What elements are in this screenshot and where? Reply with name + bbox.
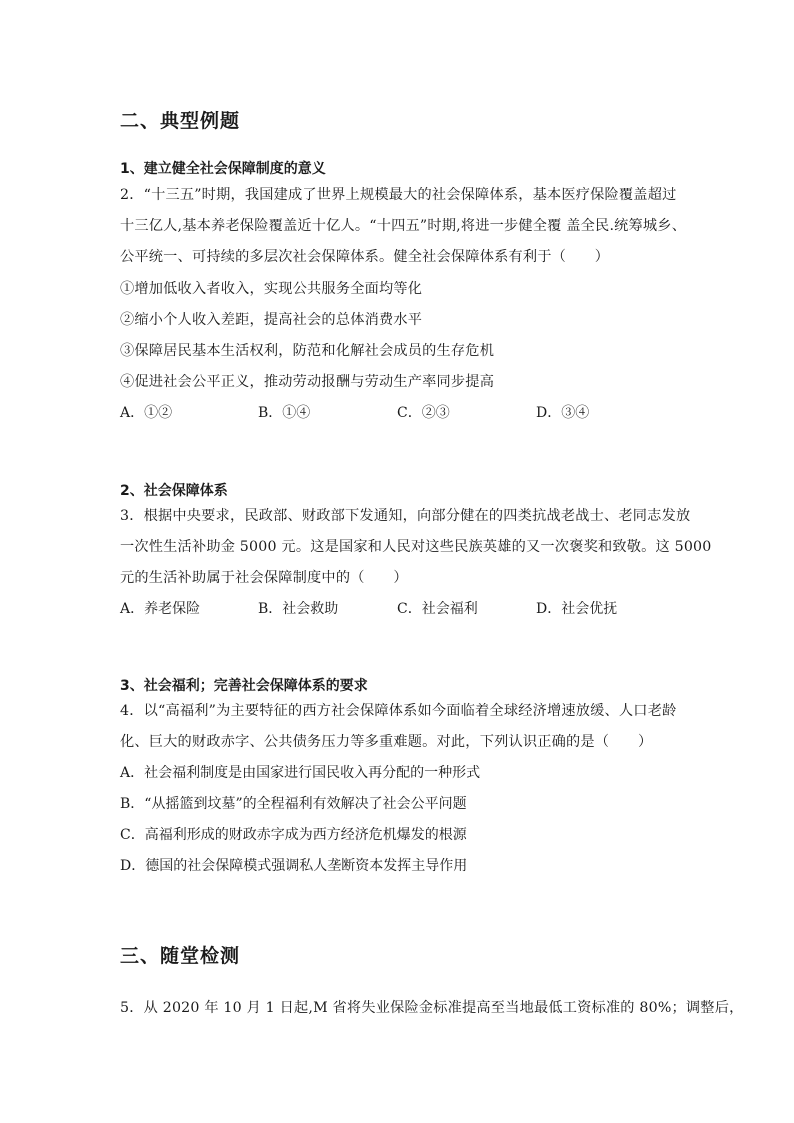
question-3-line-1: 3．根据中央要求，民政部、财政部下发通知，向部分健在的四类抗战老战士、老同志发放	[120, 508, 691, 524]
topic-3-heading: 3、社会福利；完善社会保障体系的要求	[120, 678, 368, 694]
question-2-line-1: 2．“十三五”时期，我国建成了世界上规模最大的社会保障体系，基本医疗保险覆盖超过	[120, 187, 677, 203]
question-4-line-2: 化、巨大的财政赤字、公共债务压力等多重难题。对此，下列认识正确的是（ ）	[120, 734, 653, 750]
question-3-option-d: D．社会优抚	[536, 601, 618, 617]
question-4-line-1: 4．以“高福利”为主要特征的西方社会保障体系如今面临着全球经济增速放缓、人口老龄	[120, 703, 677, 719]
question-5-line-1: 5．从 2020 年 10 月 1 日起,M 省将失业保险金标准提高至当地最低工资标准的 80%；调整后，	[120, 1000, 744, 1016]
topic-1-heading: 1、建立健全社会保障制度的意义	[120, 161, 326, 177]
question-3-option-a: A．养老保险	[120, 601, 201, 617]
question-2-statement-1: ①增加低收入者收入，实现公共服务全面均等化	[120, 281, 423, 297]
question-2-option-c: C．②③	[397, 405, 450, 421]
section-2-title: 二、典型例题	[120, 110, 241, 132]
question-2-line-3: 公平统一、可持续的多层次社会保障体系。健全社会保障体系有利于（ ）	[120, 249, 610, 265]
question-2-statement-2: ②缩小个人收入差距，提高社会的总体消费水平	[120, 312, 423, 328]
question-4-option-c: C．高福利形成的财政赤字成为西方经济危机爆发的根源	[120, 827, 467, 843]
question-3-option-b: B．社会救助	[258, 601, 339, 617]
question-2-line-2: 十三亿人,基本养老保险覆盖近十亿人。“十四五”时期,将进一步健全覆 盖全民.统筹城乡、	[120, 218, 687, 234]
question-2-statement-3: ③保障居民基本生活权利，防范和化解社会成员的生存危机	[120, 343, 495, 359]
question-2-option-b: B．①④	[258, 405, 311, 421]
question-4-option-a: A．社会福利制度是由国家进行国民收入再分配的一种形式	[120, 765, 481, 781]
topic-2-heading: 2、社会保障体系	[120, 483, 228, 499]
question-3-line-2: 一次性生活补助金 5000 元。这是国家和人民对这些民族英雄的又一次褒奖和致敬。这 5000	[120, 539, 712, 555]
question-4-option-d: D．德国的社会保障模式强调私人垄断资本发挥主导作用	[120, 858, 468, 874]
question-3-option-c: C．社会福利	[397, 601, 478, 617]
question-2-statement-4: ④促进社会公平正义，推动劳动报酬与劳动生产率同步提高	[120, 374, 495, 390]
question-2-option-a: A．①②	[120, 405, 173, 421]
question-2-option-d: D．③④	[536, 405, 590, 421]
question-3-line-3: 元的生活补助属于社会保障制度中的（ ）	[120, 570, 408, 586]
question-4-option-b: B．“从摇篮到坟墓”的全程福利有效解决了社会公平问题	[120, 796, 467, 812]
section-3-title: 三、随堂检测	[120, 945, 241, 967]
